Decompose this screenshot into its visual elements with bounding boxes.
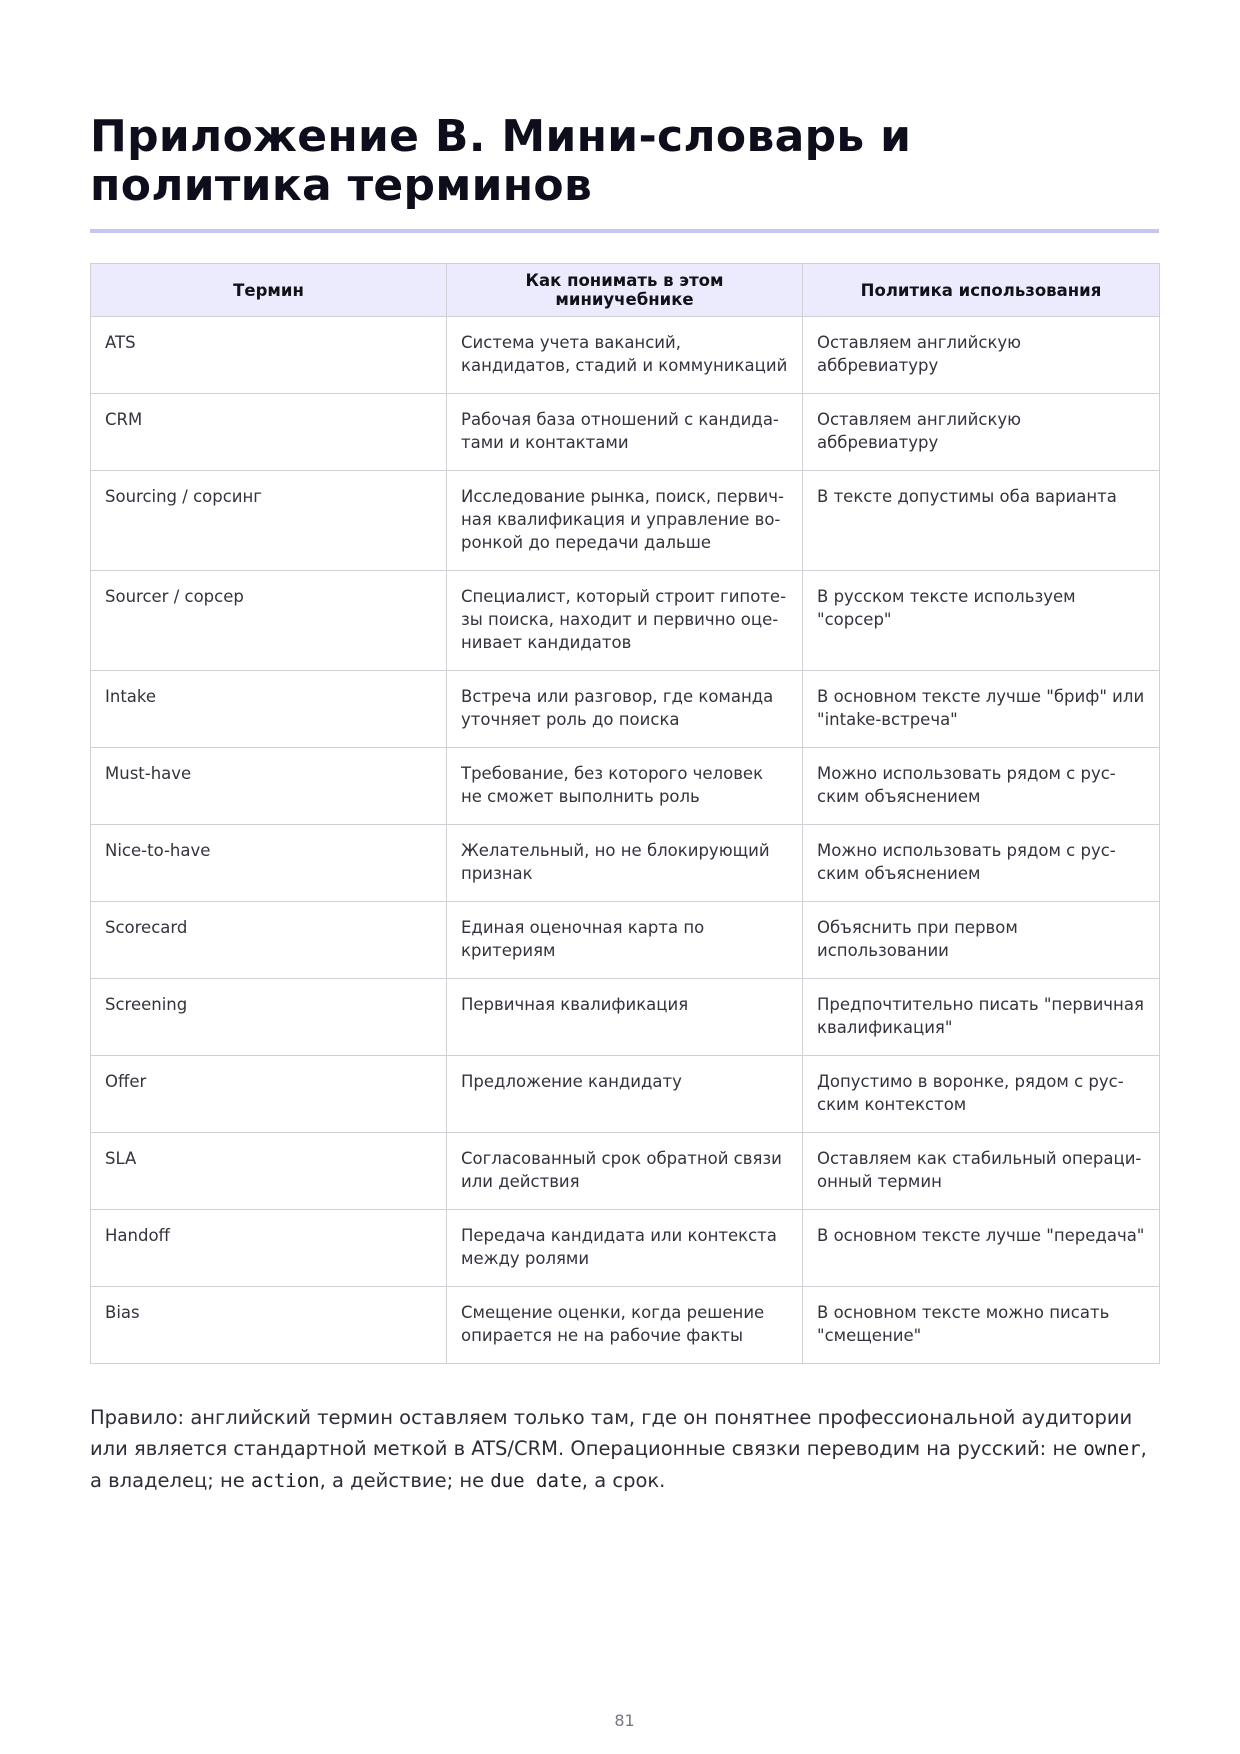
- policy-cell: В русском тексте используем "сорсер": [803, 571, 1160, 671]
- term-cell: Nice-to-have: [91, 825, 447, 902]
- table-row: [91, 748, 1160, 825]
- policy-cell: Предпочтительно писать "первичная квалификация": [803, 979, 1160, 1056]
- term-cell: Sourcing / сорсинг: [91, 471, 447, 571]
- table-row: [91, 1210, 1160, 1287]
- term-cell: CRM: [91, 394, 447, 471]
- term-cell: Offer: [91, 1056, 447, 1133]
- table-row: [91, 1056, 1160, 1133]
- policy-cell: Оставляем английскую аббревиатуру: [803, 394, 1160, 471]
- table-row: [91, 825, 1160, 902]
- policy-cell: В основном тексте можно писать "смещение": [803, 1287, 1160, 1364]
- policy-cell: В основном тексте лучше "передача": [803, 1210, 1160, 1287]
- rule-text-part: , а владелец; не: [90, 1437, 1147, 1492]
- term-cell: Handoff: [91, 1210, 447, 1287]
- policy-cell: Оставляем английскую аббревиатуру: [803, 317, 1160, 394]
- meaning-cell: Рабочая база отношений с кандида-тами и контактами: [447, 394, 803, 471]
- term-cell: SLA: [91, 1133, 447, 1210]
- rule-text-part: , а срок.: [581, 1469, 666, 1492]
- column-header-term: Термин: [91, 264, 447, 317]
- table-row: [91, 394, 1160, 471]
- glossary-table: [90, 263, 1160, 1364]
- term-cell: Scorecard: [91, 902, 447, 979]
- policy-cell: Оставляем как стабильный операци-онный термин: [803, 1133, 1160, 1210]
- meaning-cell: Передача кандидата или контекста между ролями: [447, 1210, 803, 1287]
- table-row: [91, 902, 1160, 979]
- column-header-meaning: Как понимать в этом миниучебнике: [447, 264, 803, 317]
- policy-cell: Допустимо в воронке, рядом с рус-ским контекстом: [803, 1056, 1160, 1133]
- term-cell: Intake: [91, 671, 447, 748]
- policy-cell: Можно использовать рядом с рус-ским объяснением: [803, 748, 1160, 825]
- table-row: [91, 571, 1160, 671]
- table-row: [91, 671, 1160, 748]
- meaning-cell: Согласованный срок обратной связи или действия: [447, 1133, 803, 1210]
- term-cell: Must-have: [91, 748, 447, 825]
- meaning-cell: Предложение кандидату: [447, 1056, 803, 1133]
- table-row: [91, 979, 1160, 1056]
- meaning-cell: Желательный, но не блокирующий признак: [447, 825, 803, 902]
- term-cell: Sourcer / сорсер: [91, 571, 447, 671]
- policy-cell: Объяснить при первом использовании: [803, 902, 1160, 979]
- code-action: action: [250, 1470, 320, 1492]
- meaning-cell: Исследование рынка, поиск, первич-ная квалификация и управление во-ронкой до передачи дальше: [447, 471, 803, 571]
- meaning-cell: Первичная квалификация: [447, 979, 803, 1056]
- meaning-cell: Требование, без которого человек не сможет выполнить роль: [447, 748, 803, 825]
- title-divider: [90, 229, 1159, 233]
- table-row: [91, 1133, 1160, 1210]
- meaning-cell: Специалист, который строит гипоте-зы поиска, находит и первично оце-нивает кандидатов: [447, 571, 803, 671]
- meaning-cell: Единая оценочная карта по критериям: [447, 902, 803, 979]
- policy-cell: В тексте допустимы оба варианта: [803, 471, 1160, 571]
- table-row: [91, 1287, 1160, 1364]
- rule-paragraph: [90, 1402, 1159, 1497]
- policy-cell: Можно использовать рядом с рус-ским объяснением: [803, 825, 1160, 902]
- code-due-date: due date: [490, 1470, 582, 1492]
- column-header-policy: Политика использования: [803, 264, 1160, 317]
- rule-text-part: Правило: английский термин оставляем только там, где он понятнее профессиональной аудитории или является стандартной меткой в ATS/CRM. Операционные связки переводим на русский: не: [90, 1406, 1133, 1460]
- term-cell: Bias: [91, 1287, 447, 1364]
- code-owner: owner: [1083, 1438, 1141, 1460]
- meaning-cell: Смещение оценки, когда решение опирается не на рабочие факты: [447, 1287, 803, 1364]
- term-cell: Screening: [91, 979, 447, 1056]
- page-title: Приложение В. Мини-словарь и политика терминов: [90, 111, 912, 211]
- rule-text-part: , а действие; не: [319, 1469, 491, 1492]
- page-number: 81: [614, 1711, 635, 1730]
- table-header-row: [91, 264, 1160, 317]
- meaning-cell: Встреча или разговор, где команда уточняет роль до поиска: [447, 671, 803, 748]
- policy-cell: В основном тексте лучше "бриф" или "intake-встреча": [803, 671, 1160, 748]
- table-row: [91, 471, 1160, 571]
- meaning-cell: Система учета вакансий, кандидатов, стадий и коммуникаций: [447, 317, 803, 394]
- table-row: [91, 317, 1160, 394]
- term-cell: ATS: [91, 317, 447, 394]
